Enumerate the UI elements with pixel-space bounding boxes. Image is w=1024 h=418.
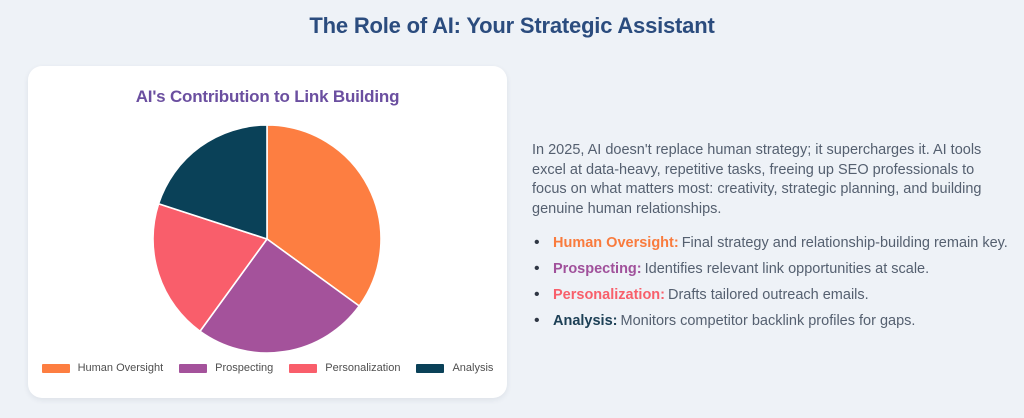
- legend-label: Human Oversight: [77, 362, 164, 374]
- bullet-label: Prospecting:: [553, 261, 642, 277]
- legend-swatch-analysis: [416, 364, 444, 373]
- chart-legend: [28, 362, 507, 374]
- page-title: The Role of AI: Your Strategic Assistant: [309, 13, 715, 38]
- bullet-text: Identifies relevant link opportunities at scale.: [644, 261, 930, 277]
- bullet-item-analysis: [532, 313, 1010, 330]
- bullet-item-prospecting: [532, 261, 1010, 278]
- legend-label: Analysis: [452, 362, 494, 374]
- bullet-list: [532, 235, 1010, 330]
- legend-swatch-personalization: [289, 364, 317, 373]
- bullet-item-human-oversight: [532, 235, 1010, 252]
- chart-title: AI's Contribution to Link Building: [135, 87, 400, 106]
- pie-chart: [150, 122, 384, 356]
- legend-item-human-oversight: [42, 362, 164, 374]
- intro-paragraph: In 2025, AI doesn't replace human strategy; it supercharges it. AI tools excel at data-heavy, repetitive tasks, freeing up SEO professionals to focus on what matters most: creativity, strategic planning, and building genuine human relationships.: [532, 142, 982, 217]
- bullet-text: Monitors competitor backlink profiles for gaps.: [620, 313, 916, 329]
- bullet-label: Analysis:: [553, 313, 618, 329]
- legend-label: Personalization: [325, 362, 401, 374]
- bullet-text: Drafts tailored outreach emails.: [668, 287, 869, 303]
- bullet-label: Human Oversight:: [553, 235, 679, 251]
- bullet-text: Final strategy and relationship-building remain key.: [681, 235, 1008, 251]
- legend-swatch-prospecting: [179, 364, 207, 373]
- article-column: [532, 141, 1010, 339]
- legend-label: Prospecting: [215, 362, 274, 374]
- bullet-item-personalization: [532, 287, 1010, 304]
- legend-item-prospecting: [179, 362, 273, 374]
- legend-item-analysis: [416, 362, 493, 374]
- chart-card: [28, 66, 507, 398]
- bullet-label: Personalization:: [553, 287, 665, 303]
- legend-swatch-human-oversight: [42, 364, 70, 373]
- legend-item-personalization: [289, 362, 400, 374]
